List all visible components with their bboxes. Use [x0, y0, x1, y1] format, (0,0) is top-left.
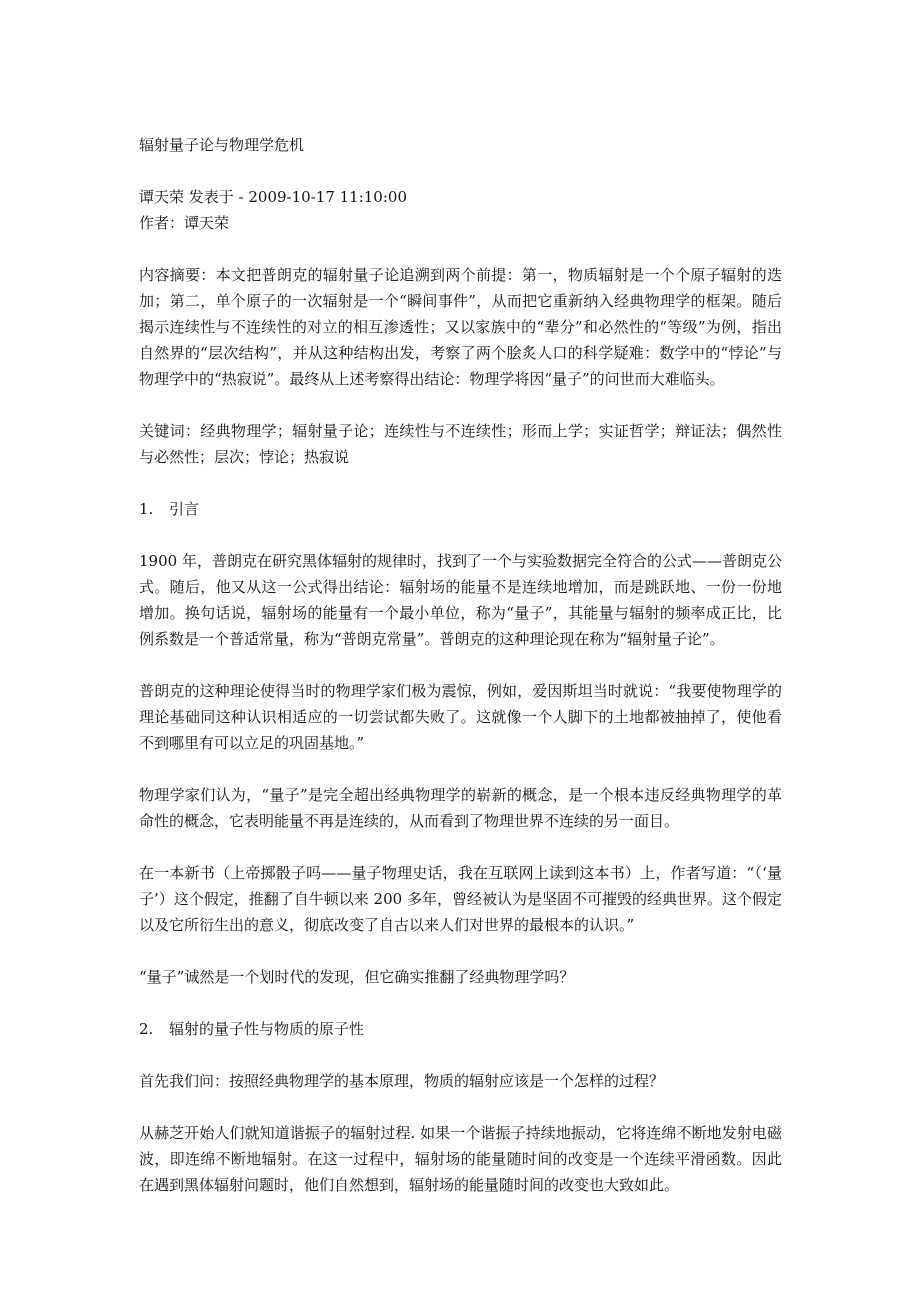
- section-1-paragraph: 在一本新书（上帝掷骰子吗——量子物理史话，我在互联网上读到这本书）上，作者写道：“（‘量子’）这个假定，推翻了自牛顿以来 200 多年，曾经被认为是坚固不可摧毁的经典世界。这个假定以及它所衍生出的意义，彻底改变了自古以来人们对世界的最根本的认识。”: [139, 864, 782, 934]
- section-1-paragraph: 普朗克的这种理论使得当时的物理学家们极为震惊，例如，爱因斯坦当时就说：“我要使物理学的理论基础同这种认识相适应的一切尝试都失败了。这就像一个人脚下的土地都被抽掉了，使他看不到哪里有可以立足的巩固基地。”: [139, 682, 782, 752]
- section-1-paragraph: “量子”诚然是一个划时代的发现，但它确实推翻了经典物理学吗？: [139, 968, 575, 986]
- section-1-heading: [139, 496, 782, 522]
- section-2-paragraph: 从赫芝开始人们就知道谐振子的辐射过程. 如果一个谐振子持续地振动，它将连绵不断地发射电磁波，即连绵不断地辐射。在这一过程中，辐射场的能量随时间的改变是一个连续平滑函数。因此在遇到黑体辐射问题时，他们自然想到，辐射场的能量随时间的改变也大致如此。: [139, 1124, 782, 1194]
- section-1-paragraph: 物理学家们认为，“量子”是完全超出经典物理学的崭新的概念，是一个根本违反经典物理学的革命性的概念，它表明能量不再是连续的，从而看到了物理世界不连续的另一面目。: [139, 786, 782, 830]
- section-1-number: 1.: [139, 500, 154, 518]
- document-title: 辐射量子论与物理学危机: [139, 136, 305, 154]
- section-2-paragraph: 首先我们问：按照经典物理学的基本原理，物质的辐射应该是一个怎样的过程？: [139, 1072, 665, 1090]
- section-2-heading: [139, 1016, 782, 1042]
- keywords-paragraph: 关键词：经典物理学；辐射量子论；连续性与不连续性；形而上学；实证哲学；辩证法；偶然性与必然性；层次；悖论；热寂说: [139, 422, 782, 466]
- abstract-paragraph: 内容摘要：本文把普朗克的辐射量子论追溯到两个前提：第一，物质辐射是一个个原子辐射的迭加；第二，单个原子的一次辐射是一个“瞬间事件”，从而把它重新纳入经典物理学的框架。随后揭示连续性与不连续性的对立的相互渗透性；又以家族中的“辈分”和必然性的“等级”为例，指出自然界的“层次结构”，并从这种结构出发，考察了两个脍炙人口的科学疑难：数学中的“悖论”与物理学中的“热寂说”。最终从上述考察得出结论：物理学将因“量子”的问世而大难临头。: [139, 266, 782, 388]
- author-line: 作者：谭天荣: [139, 214, 230, 232]
- document-page: [139, 132, 782, 1198]
- section-2-title: 辐射的量子性与物质的原子性: [169, 1020, 365, 1038]
- section-1-paragraph: 1900 年，普朗克在研究黑体辐射的规律时，找到了一个与实验数据完全符合的公式——普朗克公式。随后，他又从这一公式得出结论：辐射场的能量不是连续地增加，而是跳跃地、一份一份地增加。换句话说，辐射场的能量有一个最小单位，称为“量子”，其能量与辐射的频率成正比，比例系数是一个普适常量，称为“普朗克常量”。普朗克的这种理论现在称为“辐射量子论”。: [139, 552, 782, 648]
- post-info: 谭天荣 发表于 - 2009-10-17 11:10:00: [139, 188, 407, 206]
- section-1-title: 引言: [169, 500, 200, 518]
- section-2-number: 2.: [139, 1020, 154, 1038]
